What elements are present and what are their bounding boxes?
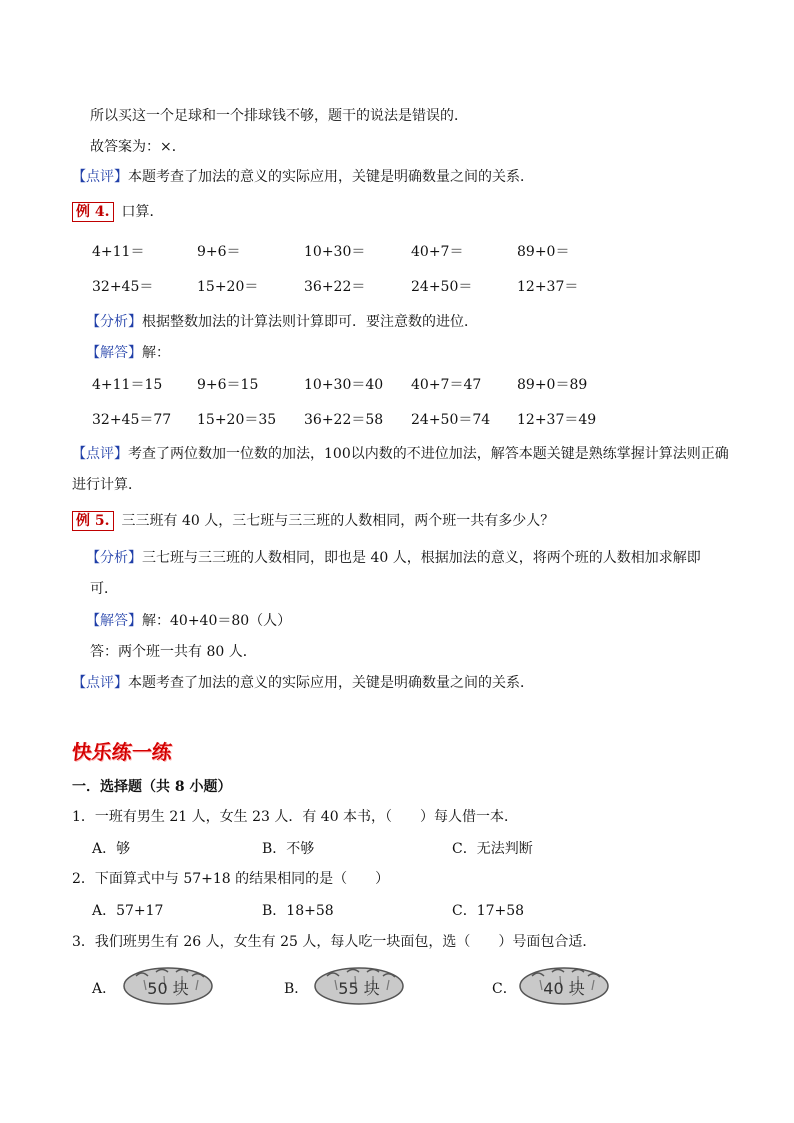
- ex4-question: 10+30＝: [304, 244, 366, 260]
- q1-option-c[interactable]: C．无法判断: [452, 841, 533, 857]
- bread-image-c[interactable]: [518, 964, 610, 1006]
- q3-option-b[interactable]: B．: [284, 981, 309, 997]
- example-4-header: [72, 201, 164, 222]
- ex4-answer-item: 15+20＝35: [197, 412, 277, 428]
- ex4-question: 12+37＝: [517, 279, 579, 295]
- bread-label-a: 50 块: [147, 979, 189, 998]
- ex4-answer-item: 36+22＝58: [304, 412, 384, 428]
- ex4-question: 4+11＝: [92, 244, 145, 260]
- ex4-question: 89+0＝: [517, 244, 570, 260]
- review-tag: 【点评】: [72, 675, 128, 691]
- example-5-label: 例 5.: [72, 511, 114, 531]
- q2-option-c[interactable]: C．17+58: [452, 903, 525, 919]
- answer-text: 解：: [142, 345, 170, 361]
- analysis-tag: 【分析】: [86, 550, 142, 566]
- analysis-tag: 【分析】: [86, 314, 142, 330]
- intro-line-2: 故答案为：×．: [90, 139, 186, 155]
- ex4-answer-item: 24+50＝74: [411, 412, 491, 428]
- review-tag: 【点评】: [72, 169, 128, 185]
- bread-label-c: 40 块: [543, 979, 585, 998]
- ex4-answer-item: 4+11＝15: [92, 377, 163, 393]
- answer-tag: 【解答】: [86, 613, 142, 629]
- ex4-answer-item: 40+7＝47: [411, 377, 482, 393]
- answer-text: 解：40+40＝80（人）: [142, 613, 292, 629]
- ex4-question-row-2: [0, 276, 794, 296]
- q1-option-a[interactable]: A．够: [92, 841, 131, 857]
- ex5-analysis-continued: 可．: [90, 581, 118, 597]
- ex4-question: 24+50＝: [411, 279, 473, 295]
- ex4-answer-row-1: [0, 374, 794, 394]
- review-text: 考查了两位数加一位数的加法，100以内数的不进位加法，解答本题关键是熟练掌握计算法则正确: [128, 446, 729, 462]
- ex5-reply: 答：两个班一共有 80 人．: [90, 644, 257, 660]
- ex4-question: 9+6＝: [197, 244, 241, 260]
- ex4-answer-item: 89+0＝89: [517, 377, 588, 393]
- ex5-review: [72, 672, 534, 692]
- bread-label-b: 55 块: [338, 979, 380, 998]
- ex4-answer-item: 32+45＝77: [92, 412, 172, 428]
- q1-option-b[interactable]: B．不够: [262, 841, 315, 857]
- question-3: 3．我们班男生有 26 人，女生有 25 人，每人吃一块面包，选（ ）号面包合适．: [72, 934, 597, 950]
- ex4-question: 40+7＝: [411, 244, 464, 260]
- bread-image-a[interactable]: [122, 964, 214, 1006]
- ex4-answer-row-2: [0, 409, 794, 429]
- review-text: 本题考查了加法的意义的实际应用，关键是明确数量之间的关系．: [128, 675, 534, 691]
- ex4-question: 32+45＝: [92, 279, 154, 295]
- analysis-text: 三七班与三三班的人数相同，即也是 40 人，根据加法的意义，将两个班的人数相加求解即: [142, 550, 701, 566]
- intro-line-1: 所以买这一个足球和一个排球钱不够，题干的说法是错误的．: [90, 108, 468, 124]
- ex4-question: 36+22＝: [304, 279, 366, 295]
- example-4-title: 口算．: [121, 204, 164, 220]
- ex4-answer: [86, 342, 170, 362]
- q2-option-a[interactable]: A．57+17: [92, 903, 164, 919]
- example-5-header: [72, 510, 554, 531]
- question-2: 2．下面算式中与 57+18 的结果相同的是（ ）: [72, 871, 390, 887]
- ex4-analysis: [86, 311, 478, 331]
- ex5-answer: [86, 610, 291, 630]
- q3-option-a[interactable]: A．: [92, 981, 117, 997]
- review-tag: 【点评】: [72, 446, 128, 462]
- section-title: 一．选择题（共 8 小题）: [72, 779, 232, 795]
- ex4-answer-item: 12+37＝49: [517, 412, 597, 428]
- q3-option-c[interactable]: C．: [492, 981, 517, 997]
- ex4-answer-item: 9+6＝15: [197, 377, 259, 393]
- example-5-question: 三三班有 40 人，三七班与三三班的人数相同，两个班一共有多少人？: [121, 513, 555, 529]
- ex5-analysis: [86, 547, 701, 567]
- ex4-review-continued: 进行计算．: [72, 477, 142, 493]
- answer-tag: 【解答】: [86, 345, 142, 361]
- ex4-question: 15+20＝: [197, 279, 259, 295]
- analysis-text: 根据整数加法的计算法则计算即可．要注意数的进位．: [142, 314, 478, 330]
- example-4-label: 例 4.: [72, 202, 114, 222]
- ex4-question-row-1: [0, 241, 794, 261]
- q2-option-b[interactable]: B．18+58: [262, 903, 334, 919]
- bread-image-b[interactable]: [313, 964, 405, 1006]
- practice-heading: 快乐练一练: [70, 740, 174, 764]
- review-text: 本题考查了加法的意义的实际应用，关键是明确数量之间的关系．: [128, 169, 534, 185]
- ex4-review: [72, 443, 729, 463]
- question-1: 1．一班有男生 21 人，女生 23 人．有 40 本书，（ ）每人借一本．: [72, 809, 519, 825]
- ex4-answer-item: 10+30＝40: [304, 377, 384, 393]
- intro-review: [72, 166, 534, 186]
